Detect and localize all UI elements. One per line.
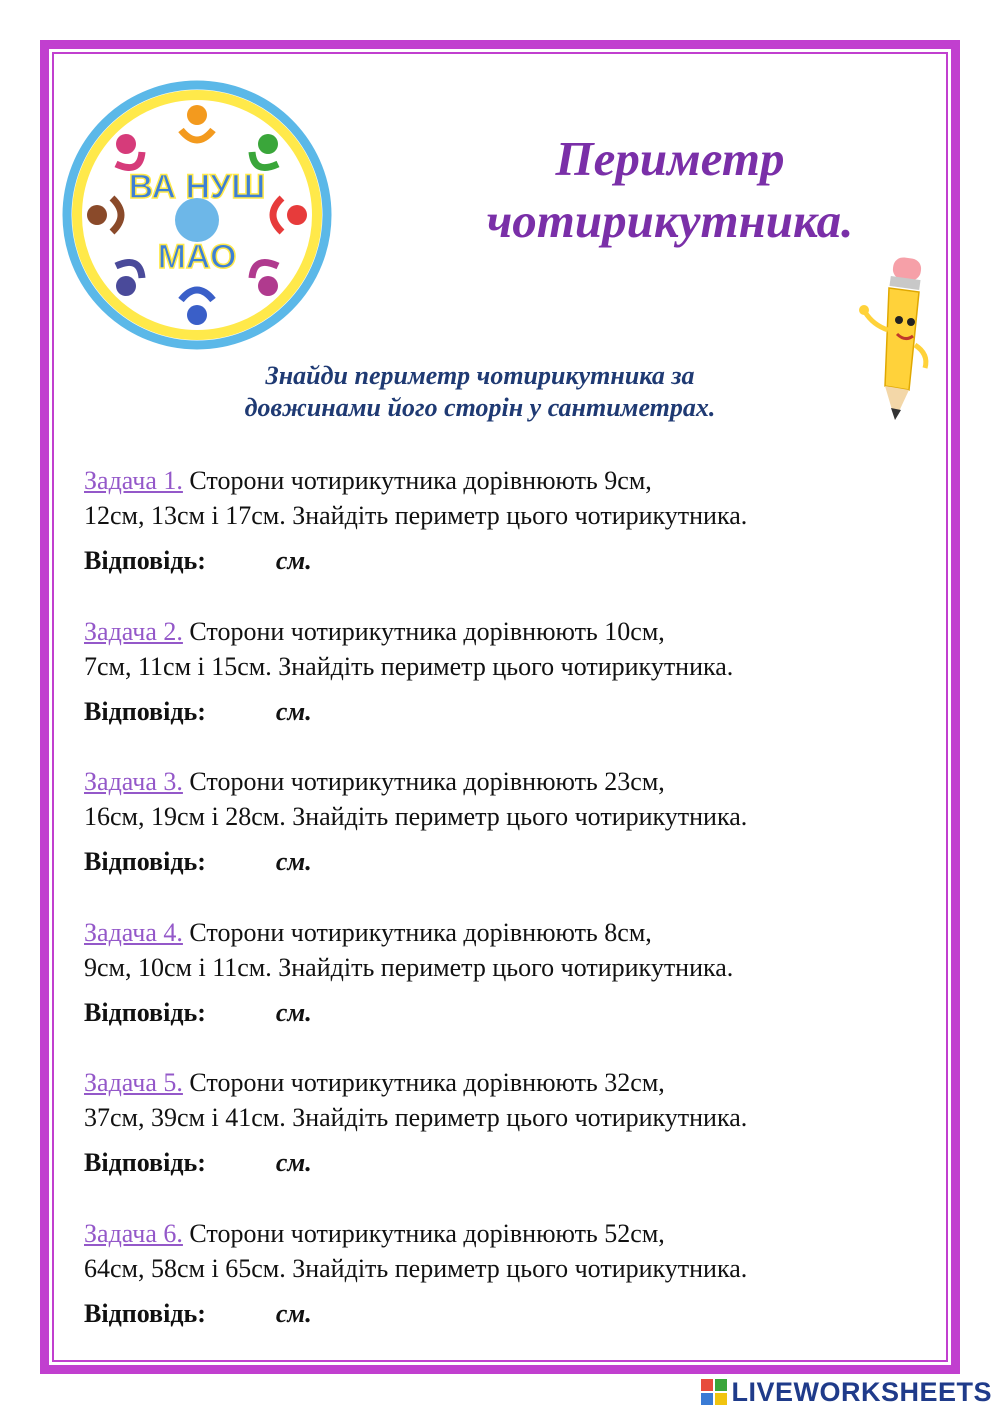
liveworksheets-brand[interactable] <box>701 1374 992 1410</box>
task-6-answer <box>84 1296 944 1331</box>
task-5-answer <box>84 1145 944 1180</box>
task-1-text-line-1: Сторони чотирикутника дорівнюють 9см, <box>182 466 652 495</box>
answer-unit: см. <box>275 847 312 876</box>
answer-unit: см. <box>275 1299 312 1328</box>
page-title <box>390 128 950 252</box>
task-1 <box>84 463 944 578</box>
task-1-answer <box>84 543 944 578</box>
task-1-label[interactable]: Задача 1. <box>84 466 183 495</box>
task-2-text-line-2: 7см, 11см і 15см. Знайдіть периметр цього чотирикутника. <box>84 652 734 681</box>
task-3 <box>84 764 944 879</box>
instructions-line-2: довжинами його сторін у сантиметрах. <box>244 393 716 422</box>
answer-unit: см. <box>275 697 312 726</box>
logo-text-bottom: МАО <box>157 238 237 276</box>
answer-label: Відповідь: <box>84 1299 206 1328</box>
task-2 <box>84 614 944 729</box>
task-5-label[interactable]: Задача 5. <box>84 1068 183 1097</box>
task-4-text-line-1: Сторони чотирикутника дорівнюють 8см, <box>182 918 652 947</box>
brand-name: LIVEWORKSHEETS <box>731 1376 992 1407</box>
instructions-line-1: Знайди периметр чотирикутника за <box>265 361 695 390</box>
task-2-answer <box>84 694 944 729</box>
task-4-answer <box>84 995 944 1030</box>
title-line-1: Периметр <box>555 131 785 186</box>
task-6-text-line-1: Сторони чотирикутника дорівнюють 52см, <box>182 1219 665 1248</box>
task-6-label[interactable]: Задача 6. <box>84 1219 183 1248</box>
task-5-text-line-2: 37см, 39см і 41см. Знайдіть периметр цього чотирикутника. <box>84 1103 748 1132</box>
task-3-text-line-2: 16см, 19см і 28см. Знайдіть периметр цього чотирикутника. <box>84 802 748 831</box>
answer-unit: см. <box>275 546 312 575</box>
task-1-text-line-2: 12см, 13см і 17см. Знайдіть периметр цього чотирикутника. <box>84 501 748 530</box>
task-5 <box>84 1065 944 1180</box>
instructions <box>60 360 900 424</box>
liveworksheets-logo-icon <box>701 1379 727 1405</box>
task-4-text-line-2: 9см, 10см і 11см. Знайдіть периметр цього чотирикутника. <box>84 953 734 982</box>
task-2-label[interactable]: Задача 2. <box>84 617 183 646</box>
answer-label: Відповідь: <box>84 697 206 726</box>
task-4-label[interactable]: Задача 4. <box>84 918 183 947</box>
school-logo <box>56 80 338 350</box>
task-2-text-line-1: Сторони чотирикутника дорівнюють 10см, <box>182 617 665 646</box>
answer-unit: см. <box>275 1148 312 1177</box>
task-6 <box>84 1216 944 1331</box>
task-4 <box>84 915 944 1030</box>
task-5-text-line-1: Сторони чотирикутника дорівнюють 32см, <box>182 1068 665 1097</box>
title-line-2: чотирикутника. <box>486 193 854 248</box>
answer-label: Відповідь: <box>84 998 206 1027</box>
answer-unit: см. <box>275 998 312 1027</box>
answer-label: Відповідь: <box>84 546 206 575</box>
answer-label: Відповідь: <box>84 847 206 876</box>
answer-label: Відповідь: <box>84 1148 206 1177</box>
task-6-text-line-2: 64см, 58см і 65см. Знайдіть периметр цього чотирикутника. <box>84 1254 748 1283</box>
logo-text-top: ВА НУШ <box>128 168 266 206</box>
task-3-answer <box>84 844 944 879</box>
task-3-text-line-1: Сторони чотирикутника дорівнюють 23см, <box>182 767 665 796</box>
task-3-label[interactable]: Задача 3. <box>84 767 183 796</box>
